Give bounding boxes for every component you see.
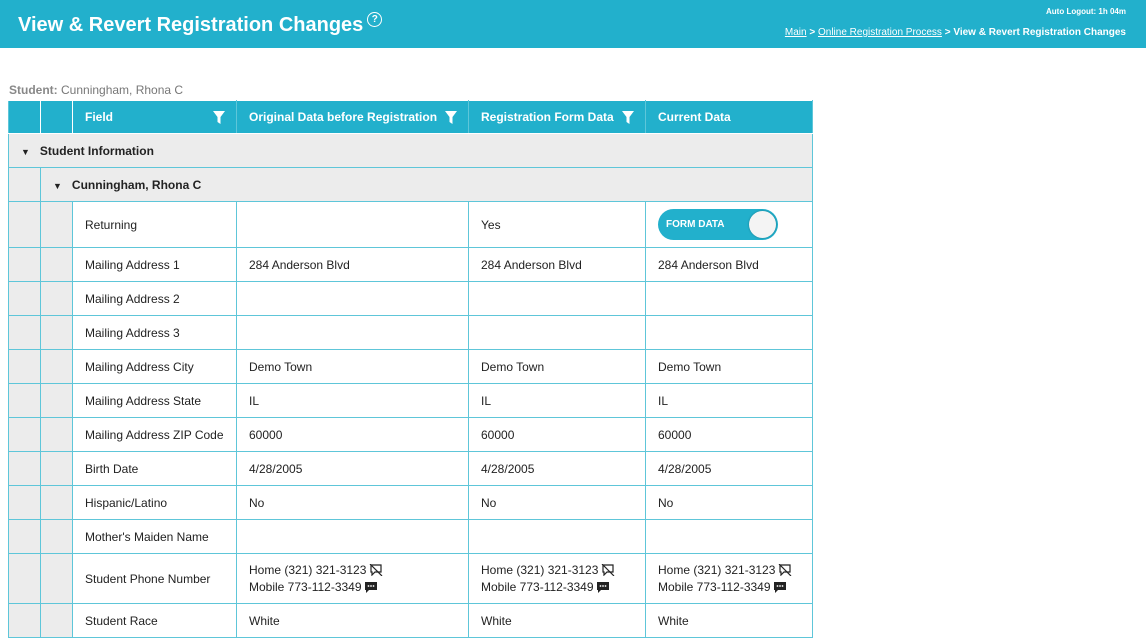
gutter-cell [9, 452, 41, 486]
changes-table [8, 100, 813, 638]
gutter-cell [9, 418, 41, 452]
student-name: Cunningham, Rhona C [61, 83, 184, 97]
gutter-cell [9, 282, 41, 316]
breadcrumb-separator: > [944, 27, 951, 38]
gutter-cell [41, 316, 73, 350]
toggle-label: FORM DATA [666, 219, 725, 230]
gutter-cell [9, 604, 41, 638]
form-cell [469, 316, 646, 350]
current-cell [646, 282, 813, 316]
field-cell: Mailing Address 1 [73, 248, 237, 282]
form-cell: 4/28/2005 [469, 452, 646, 486]
gutter-cell [9, 168, 41, 202]
table-row [9, 554, 813, 604]
column-header-form-label: Registration Form Data [481, 110, 614, 124]
original-cell: Demo Town [237, 350, 469, 384]
current-cell: Demo Town [646, 350, 813, 384]
form-cell [469, 282, 646, 316]
field-cell: Birth Date [73, 452, 237, 486]
breadcrumb-main-link[interactable]: Main [784, 27, 807, 38]
toggle-knob[interactable] [749, 211, 776, 238]
caret-down-icon[interactable]: ▼ [21, 146, 30, 157]
group-cell[interactable] [9, 134, 813, 168]
form-cell [469, 554, 646, 604]
table-header-row [9, 101, 813, 134]
phone-mobile-line [658, 579, 800, 596]
sms-icon [597, 582, 609, 593]
column-header-current[interactable] [646, 101, 813, 134]
phone-mobile: Mobile 773-112-3349 [249, 579, 362, 594]
current-cell: 4/28/2005 [646, 452, 813, 486]
gutter-cell [41, 604, 73, 638]
original-cell [237, 316, 469, 350]
gutter-cell [9, 520, 41, 554]
form-cell: IL [469, 384, 646, 418]
form-data-toggle[interactable] [658, 209, 778, 240]
phone-mobile: Mobile 773-112-3349 [481, 579, 594, 594]
page-header [0, 0, 1146, 48]
original-cell [237, 520, 469, 554]
no-sms-icon [601, 564, 615, 576]
current-cell [646, 316, 813, 350]
gutter-cell [41, 520, 73, 554]
gutter-cell [9, 316, 41, 350]
gutter-cell [9, 486, 41, 520]
breadcrumb [785, 27, 1126, 38]
table-row [9, 316, 813, 350]
original-cell [237, 554, 469, 604]
phone-home: Home (321) 321-3123 [249, 562, 367, 577]
form-cell [469, 520, 646, 554]
filter-icon[interactable] [445, 111, 457, 124]
gutter-cell [41, 554, 73, 604]
column-header-field-label: Field [85, 110, 114, 124]
student-label: Student: [9, 83, 58, 97]
form-cell: Demo Town [469, 350, 646, 384]
gutter-cell [41, 248, 73, 282]
table-row [9, 350, 813, 384]
table-row [9, 418, 813, 452]
gutter-cell [41, 350, 73, 384]
sms-icon [365, 582, 377, 593]
field-cell: Returning [73, 202, 237, 248]
page-title-text: View & Revert Registration Changes [18, 14, 364, 36]
caret-down-icon[interactable]: ▼ [53, 180, 62, 191]
current-cell: White [646, 604, 813, 638]
table-row [9, 282, 813, 316]
auto-logout-timer: Auto Logout: 1h 04m [1046, 7, 1126, 16]
original-cell: IL [237, 384, 469, 418]
group-cell[interactable] [41, 168, 813, 202]
gutter-cell [41, 202, 73, 248]
filter-icon[interactable] [213, 111, 225, 124]
original-cell: 4/28/2005 [237, 452, 469, 486]
current-cell: 60000 [646, 418, 813, 452]
field-cell: Mailing Address 2 [73, 282, 237, 316]
group-row-student-information[interactable] [9, 134, 813, 168]
header-gutter [9, 101, 41, 134]
phone-home-line [658, 562, 800, 579]
field-cell: Mother's Maiden Name [73, 520, 237, 554]
form-cell: White [469, 604, 646, 638]
form-cell: No [469, 486, 646, 520]
current-cell [646, 554, 813, 604]
form-cell: 60000 [469, 418, 646, 452]
original-cell [237, 202, 469, 248]
breadcrumb-current: View & Revert Registration Changes [953, 27, 1126, 38]
phone-mobile: Mobile 773-112-3349 [658, 579, 771, 594]
field-cell: Hispanic/Latino [73, 486, 237, 520]
header-gutter [41, 101, 73, 134]
field-cell: Mailing Address 3 [73, 316, 237, 350]
field-cell: Student Phone Number [73, 554, 237, 604]
sms-icon [774, 582, 786, 593]
gutter-cell [41, 418, 73, 452]
phone-home: Home (321) 321-3123 [658, 562, 776, 577]
column-header-original-label: Original Data before Registration [249, 110, 438, 124]
form-cell: Yes [469, 202, 646, 248]
gutter-cell [9, 350, 41, 384]
student-line [9, 83, 183, 97]
gutter-cell [41, 452, 73, 486]
original-cell [237, 282, 469, 316]
current-cell: IL [646, 384, 813, 418]
table-row [9, 384, 813, 418]
no-sms-icon [369, 564, 383, 576]
gutter-cell [9, 202, 41, 248]
table-row [9, 604, 813, 638]
group-label: Student Information [39, 143, 154, 158]
page-title [18, 14, 382, 37]
column-header-field[interactable] [73, 101, 237, 134]
column-header-original[interactable] [237, 101, 469, 134]
field-cell: Mailing Address City [73, 350, 237, 384]
phone-home-line [481, 562, 633, 579]
current-cell: 284 Anderson Blvd [646, 248, 813, 282]
gutter-cell [41, 384, 73, 418]
no-sms-icon [778, 564, 792, 576]
group-label: Cunningham, Rhona C [71, 177, 202, 192]
phone-mobile-line [249, 579, 456, 596]
phone-mobile-line [481, 579, 633, 596]
original-cell: 284 Anderson Blvd [237, 248, 469, 282]
gutter-cell [9, 554, 41, 604]
original-cell: No [237, 486, 469, 520]
current-cell [646, 520, 813, 554]
table-row [9, 202, 813, 248]
table-row [9, 520, 813, 554]
breadcrumb-process-link[interactable]: Online Registration Process [817, 27, 942, 38]
current-cell [646, 202, 813, 248]
field-cell: Student Race [73, 604, 237, 638]
group-row-student[interactable] [9, 168, 813, 202]
column-header-current-label: Current Data [658, 110, 731, 124]
gutter-cell [41, 486, 73, 520]
field-cell: Mailing Address State [73, 384, 237, 418]
help-icon[interactable]: ? [367, 12, 382, 27]
breadcrumb-separator: > [809, 27, 816, 38]
column-header-form[interactable] [469, 101, 646, 134]
original-cell: White [237, 604, 469, 638]
current-cell: No [646, 486, 813, 520]
phone-home: Home (321) 321-3123 [481, 562, 599, 577]
original-cell: 60000 [237, 418, 469, 452]
table-row [9, 452, 813, 486]
form-cell: 284 Anderson Blvd [469, 248, 646, 282]
gutter-cell [41, 282, 73, 316]
table-row [9, 248, 813, 282]
gutter-cell [9, 384, 41, 418]
table-row [9, 486, 813, 520]
phone-home-line [249, 562, 456, 579]
filter-icon[interactable] [622, 111, 634, 124]
gutter-cell [9, 248, 41, 282]
field-cell: Mailing Address ZIP Code [73, 418, 237, 452]
